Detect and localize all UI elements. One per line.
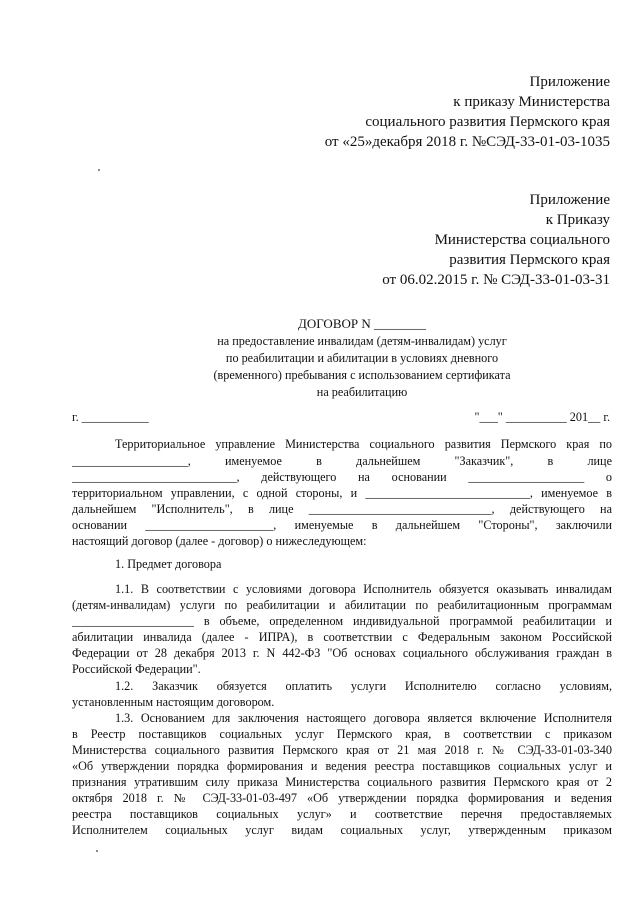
contract-subtitle-4: на реабилитацию xyxy=(316,385,408,399)
p13-line-7: реестра поставщиков социальных услуг» и соответствие перечня предоставляемых xyxy=(72,807,612,821)
header1-line2: к приказу Министерства xyxy=(453,94,610,110)
p13-line-1: 1.3. Основанием для заключения настоящего договора является включение Исполнителя xyxy=(115,711,612,725)
p11-line-2: (детям-инвалидам) услуги по реабилитации и абилитации по реабилитационным программам xyxy=(72,598,612,612)
intro-line-2: ___________________, именуемое в дальнейшем "Заказчик", в лице xyxy=(72,454,612,468)
header2-line5: от 06.02.2015 г. № СЭД-33-01-03-31 xyxy=(382,272,610,288)
intro-line-3: ___________________________, действующего на основании ___________________ о xyxy=(72,470,612,484)
p12-line-2: установленным настоящим договором. xyxy=(72,695,275,709)
scan-speck xyxy=(98,169,100,171)
intro-line-5: дальнейшем "Исполнитель", в лице ______________________________, действующего на xyxy=(72,502,612,516)
intro-line-7: настоящий договор (далее - договор) о нижеследующем: xyxy=(72,534,367,548)
intro-line-6: основании _____________________, именуемые в дальнейшем "Стороны", заключили xyxy=(72,518,612,532)
header2-line4: развития Пермского края xyxy=(449,252,610,268)
contract-title: ДОГОВОР N ________ xyxy=(297,316,426,331)
p11-line-1: 1.1. В соответствии с условиями договора Исполнитель обязуется оказывать инвалидам xyxy=(115,582,612,596)
intro-line-1: Территориальное управление Министерства социального развития Пермского края по xyxy=(115,437,612,451)
scan-speck-bottom xyxy=(96,850,98,852)
p13-line-5: признания утратившим силу приказа Министерства социального развития Пермского края от 2 xyxy=(72,775,612,789)
header1-line3: социального развития Пермского края xyxy=(365,114,610,130)
contract-subtitle-3: (временного) пребывания с использованием сертификата xyxy=(213,368,511,382)
intro-line-4: территориальном управлении, с одной стороны, и ___________________________, именуемое в xyxy=(72,486,612,500)
contract-date: "___" __________ 201__ г. xyxy=(474,410,610,424)
p13-line-8: Исполнителем социальных услуг видам социальных услуг, утвержденным приказом xyxy=(72,823,612,837)
p11-line-6: Российской Федерации". xyxy=(72,662,201,676)
p13-line-4: «Об утверждении порядка формирования и ведения реестра поставщиков социальных услуг и xyxy=(72,759,612,773)
p13-line-2: в Реестр поставщиков социальных услуг Пермского края, в соответствии с приказом xyxy=(72,727,612,741)
contract-place: г. ___________ xyxy=(72,410,149,424)
p13-line-3: Министерства социального развития Пермского края от 21 мая 2018 г. № СЭД-33-01-03-340 xyxy=(72,743,612,757)
p11-line-3: ____________________ в объеме, определенном индивидуальной программой реабилитации и xyxy=(72,614,612,628)
header2-line3: Министерства социального xyxy=(434,232,610,248)
header1-line4: от «25»декабря 2018 г. №СЭД-33-01-03-1035 xyxy=(324,134,610,150)
p12-line-1: 1.2. Заказчик обязуется оплатить услуги Исполнителю согласно условиям, xyxy=(115,679,612,693)
section1-heading: 1. Предмет договора xyxy=(115,557,222,571)
header2-line1: Приложение xyxy=(529,192,610,208)
p11-line-4: абилитации инвалида (далее - ИПРА), в соответствии с Федеральным законом Российской xyxy=(72,630,612,644)
contract-subtitle-2: по реабилитации и абилитации в условиях дневного xyxy=(225,351,499,365)
p13-line-6: октября 2018 г. № СЭД-33-01-03-497 «Об утверждении порядка формирования и ведения xyxy=(72,791,612,805)
header1-line1: Приложение xyxy=(529,74,610,90)
header2-line2: к Приказу xyxy=(545,212,610,228)
p11-line-5: Федерации от 28 декабря 2013 г. N 442-ФЗ "Об основах социального обслуживания граждан в xyxy=(72,646,612,660)
contract-subtitle-1: на предоставление инвалидам (детям-инвалидам) услуг xyxy=(217,334,507,348)
